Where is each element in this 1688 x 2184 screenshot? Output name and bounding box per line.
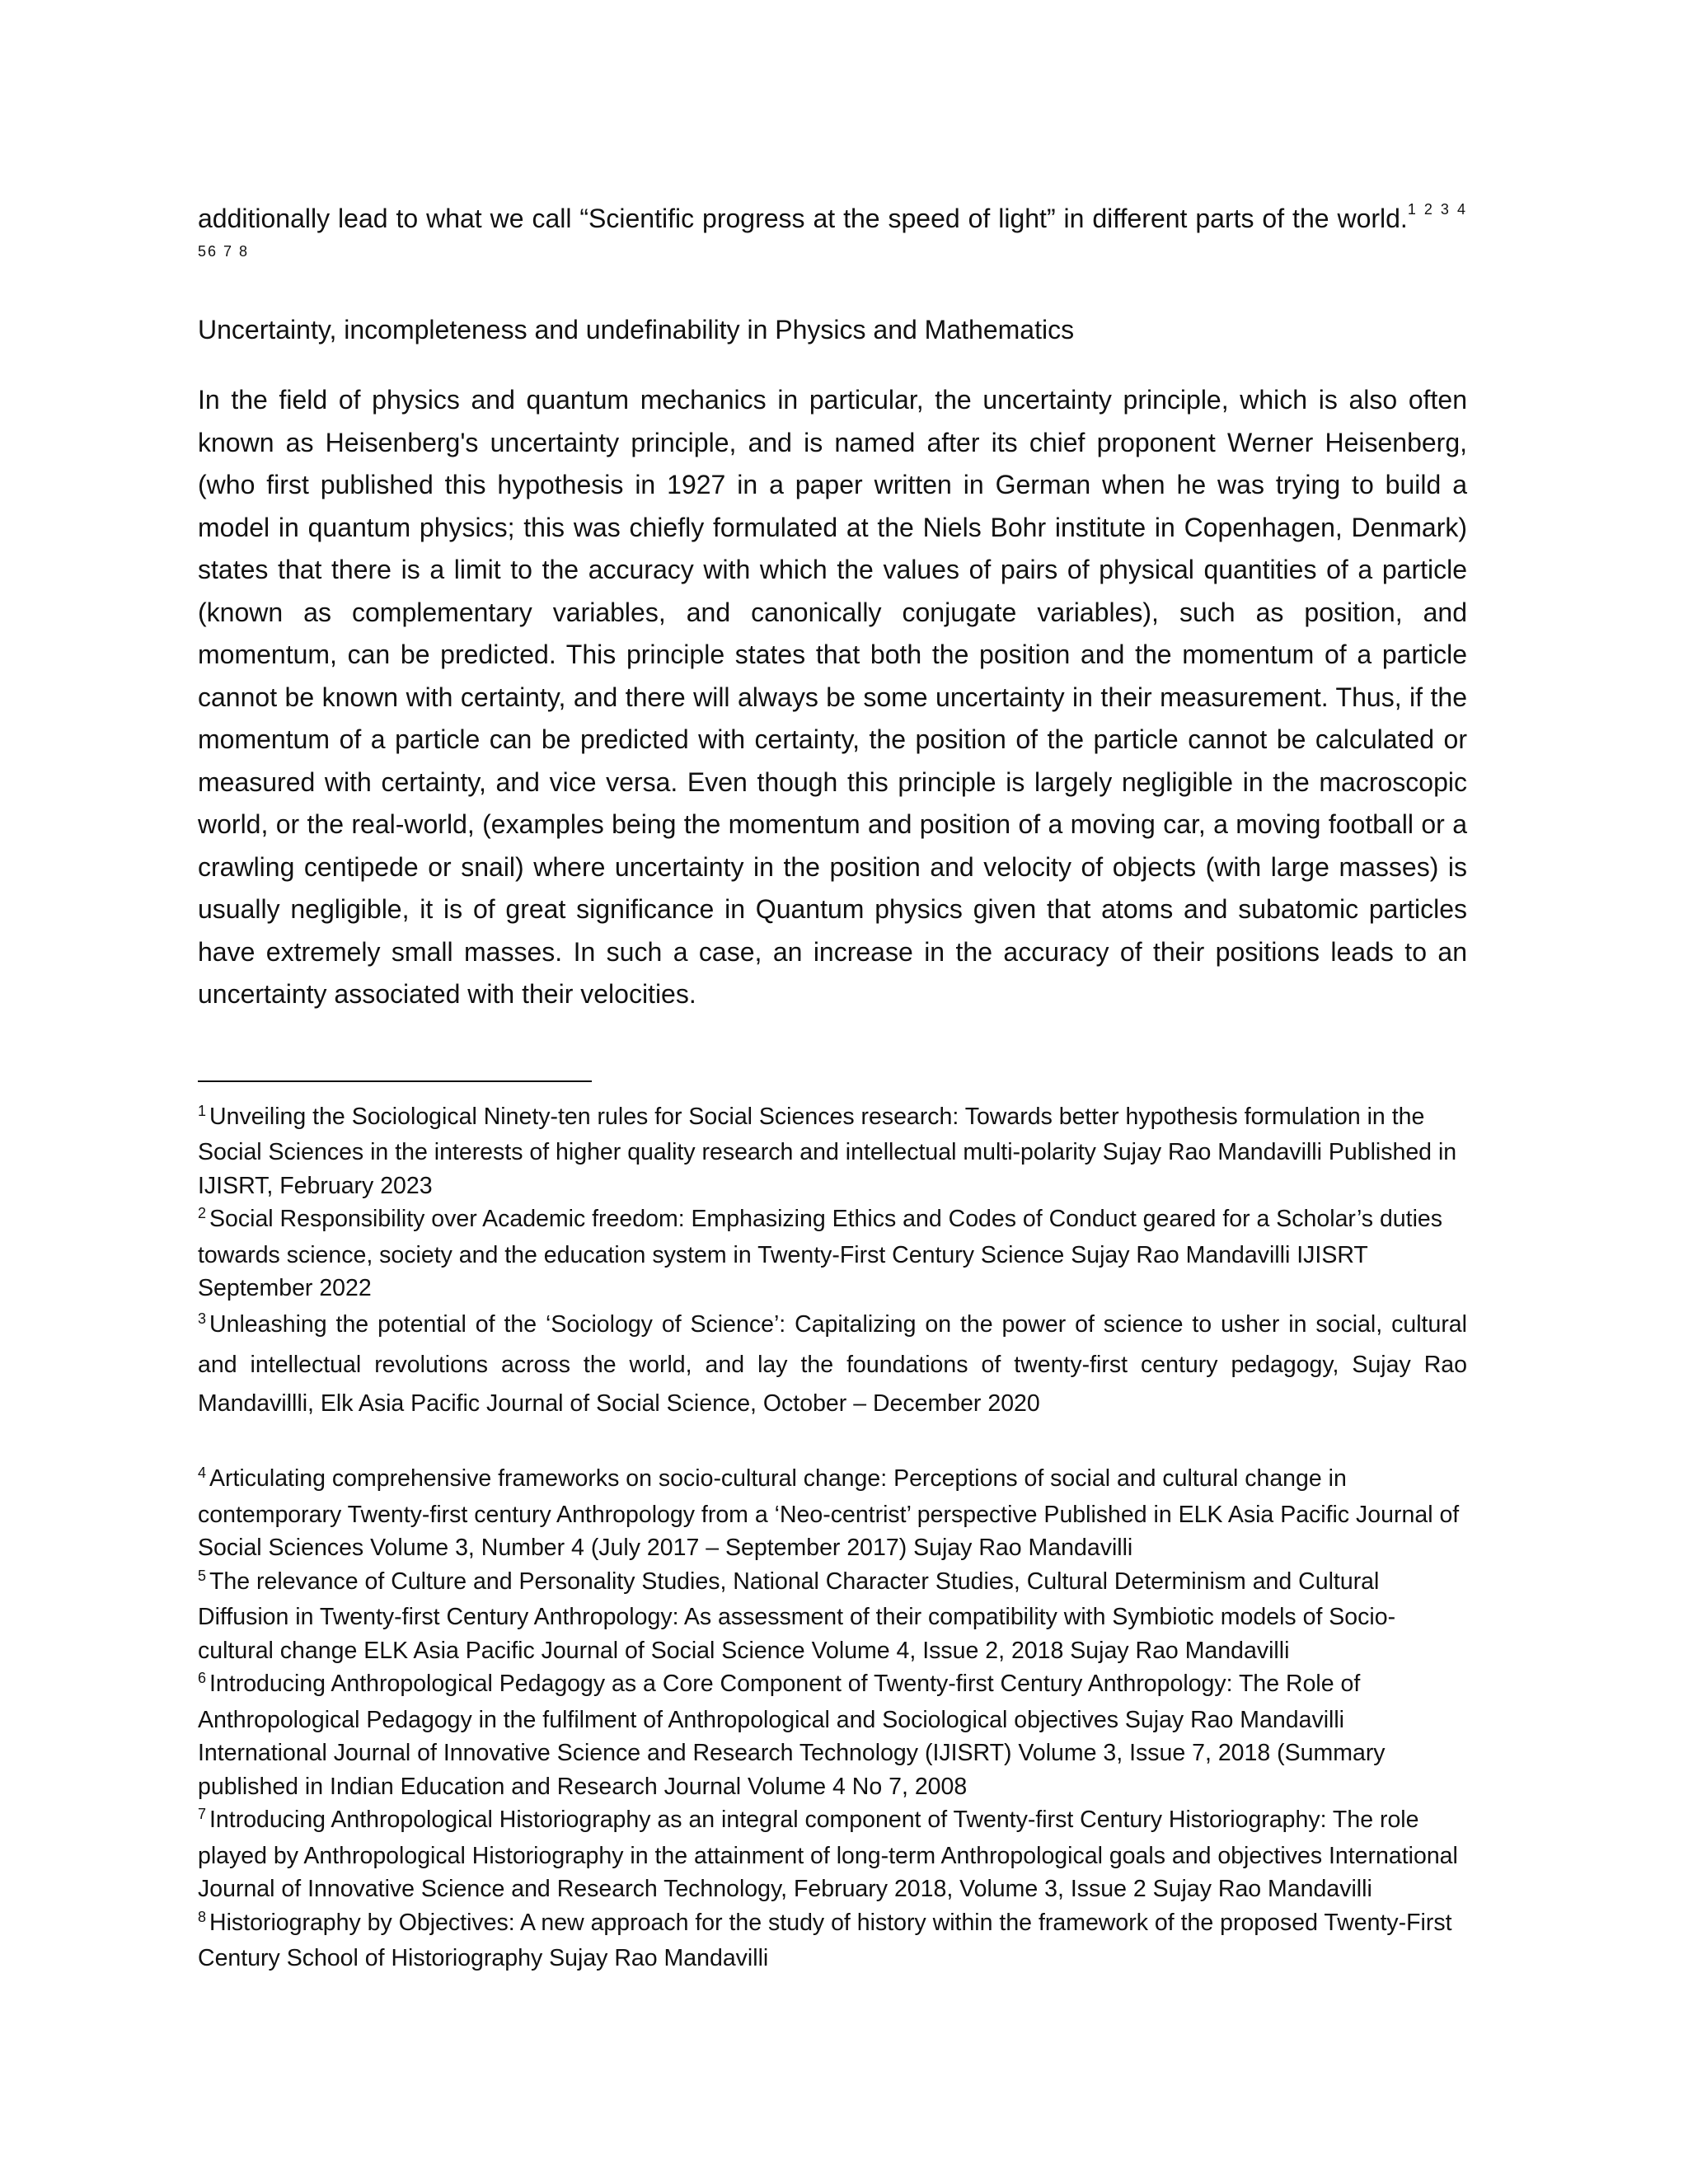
footnote-6 (198, 1667, 1467, 1803)
footnote-7 (198, 1803, 1467, 1906)
footnote-number: 1 (198, 1102, 207, 1119)
footnote-2 (198, 1202, 1467, 1305)
footnote-4 (198, 1462, 1467, 1565)
footnote-5 (198, 1565, 1467, 1668)
footnote-number: 2 (198, 1205, 207, 1221)
body-paragraph: In the field of physics and quantum mechanics in particular, the uncertainty principle, which is also often known as Heisenberg's uncertainty principle, and is named after its chief proponent Werner Heisenberg, (who first published this hypothesis in 1927 in a paper written in German when he was trying to build a model in quantum physics; this was chiefly formulated at the Niels Bohr institute in Copenhagen, Denmark) states that there is a limit to the accuracy with which the values of pairs of physical quantities of a particle (known as complementary variables, and canonically conjugate variables), such as position, and momentum, can be predicted. This principle states that both the position and the momentum of a particle cannot be known with certainty, and there will always be some uncertainty in their measurement. Thus, if the momentum of a particle can be predicted with certainty, the position of the particle cannot be calculated or measured with certainty, and vice versa. Even though this principle is largely negligible in the macroscopic world, or the real-world, (examples being the momentum and position of a moving car, a moving football or a crawling centipede or snail) where uncertainty in the position and velocity of objects (with large masses) is usually negligible, it is of great significance in Quantum physics given that atoms and subatomic particles have extremely small masses. In such a case, an increase in the accuracy of their positions leads to an uncertainty associated with their velocities. (198, 385, 1467, 1009)
footnote-number: 8 (198, 1908, 207, 1925)
document-page (198, 198, 1467, 1975)
footnote-text: Introducing Anthropological Pedagogy as a Core Component of Twenty-first Century Anthropology: The Role of Anthropological Pedagogy in the fulfilment of Anthropological and Sociological objectives Sujay Rao Mandavilli International Journal of Innovative Science and Research Technology (IJISRT) Volume 3, Issue 7, 2018 (Summary published in Indian Education and Research Journal Volume 4 No 7, 2008 (198, 1671, 1386, 1800)
footnote-number: 6 (198, 1670, 207, 1686)
footnote-text: Articulating comprehensive frameworks on socio-cultural change: Perceptions of social and cultural change in contemporary Twenty-first century Anthropology from a ‘Neo-centrist’ perspective Published in ELK Asia Pacific Journal of Social Sciences Volume 3, Number 4 (July 2017 – September 2017) Sujay Rao Mandavilli (198, 1465, 1460, 1561)
footnote-number: 3 (198, 1310, 207, 1327)
footnote-separator (198, 1080, 592, 1082)
intro-paragraph (198, 198, 1467, 282)
intro-text: additionally lead to what we call “Scientific progress at the speed of light” in different parts of the world. (198, 204, 1408, 233)
footnote-text: Historiography by Objectives: A new approach for the study of history within the framework of the proposed Twenty-First Century School of Historiography Sujay Rao Mandavilli (198, 1909, 1452, 1971)
footnote-3 (198, 1305, 1467, 1423)
footnote-number: 4 (198, 1465, 207, 1481)
footnote-text: The relevance of Culture and Personality Studies, National Character Studies, Cultural Determinism and Cultural Diffusion in Twenty-first Century Anthropology: As assessment of their compatibility with Symbiotic models of Socio-cultural change ELK Asia Pacific Journal of Social Science Volume 4, Issue 2, 2018 Sujay Rao Mandavilli (198, 1568, 1396, 1664)
footnotes (198, 1100, 1467, 1975)
footnote-text: Unveiling the Sociological Ninety-ten rules for Social Sciences research: Towards better hypothesis formulation in the Social Sciences in the interests of higher quality research and intellectual multi-polarity Sujay Rao Mandavilli Published in IJISRT, February 2023 (198, 1103, 1457, 1199)
footnote-text: Introducing Anthropological Historiography as an integral component of Twenty-first Century Historiography: The role played by Anthropological Historiography in the attainment of long-term Anthropological goals and objectives International Journal of Innovative Science and Research Technology, February 2018, Volume 3, Issue 2 Sujay Rao Mandavilli (198, 1807, 1458, 1902)
footnote-8 (198, 1906, 1467, 1975)
footnote-1 (198, 1100, 1467, 1203)
footnote-references: 1 2 3 4 56 7 8 (198, 201, 1467, 260)
section-heading: Uncertainty, incompleteness and undefinability in Physics and Mathematics (198, 315, 1075, 344)
footnote-number: 7 (198, 1806, 207, 1822)
footnote-number: 5 (198, 1567, 207, 1584)
footnote-text: Social Responsibility over Academic freedom: Emphasizing Ethics and Codes of Conduct geared for a Scholar’s duties towards science, society and the education system in Twenty-First Century Science Sujay Rao Mandavilli IJISRT September 2022 (198, 1206, 1443, 1301)
footnote-text: Unleashing the potential of the ‘Sociology of Science’: Capitalizing on the power of science to usher in social, cultural and intellectual revolutions across the world, and lay the foundations of twenty-first century pedagogy, Sujay Rao Mandavillli, Elk Asia Pacific Journal of Social Science, October – December 2020 (198, 1310, 1467, 1417)
